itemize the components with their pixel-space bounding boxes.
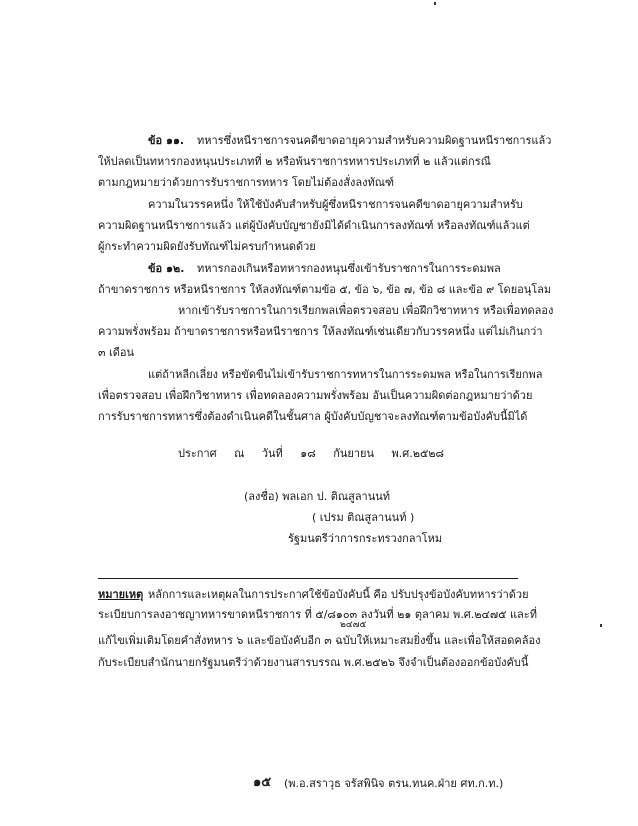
signature-signed: (ลงชื่อ) พลเอก ป. ติณสูลานนท์ — [244, 490, 391, 503]
section-12-para2-line-1: หากเข้ารับราชการในการเรียกพลเพื่อตรวจสอบ เพื่อฝึกวิชาทหาร หรือเพื่อทดลอง — [178, 304, 554, 317]
section-11-label: ข้อ ๑๑. — [148, 134, 185, 147]
signature-name: ( เปรม ติณสูลานนท์ ) — [312, 511, 415, 524]
section-12-para2-line-3: ๓ เดือน — [98, 346, 135, 359]
footer-page-number: ๑๕ — [253, 775, 272, 790]
divider-line — [98, 578, 518, 579]
scan-speck — [600, 624, 602, 627]
section-12-para3-line-2: เพื่อตรวจสอบ เพื่อฝึกวิชาทหาร เพื่อทดลองความพรั่งพร้อม อันเป็นความผิดต่อกฎหมายว่าด้วย — [98, 389, 533, 402]
note-line-3: แก้ไขเพิ่มเติมโดยคำสั่งทหาร ๖ และข้อบังคับอีก ๓ ฉบับให้เหมาะสมยิ่งขึ้น และเพื่อให้สอดคล้อง — [98, 634, 541, 647]
section-12-line-1: ทหารกองเกินหรือทหารกองหนุนซึ่งเข้ารับราชการในการระดมพล — [197, 262, 501, 275]
section-11-para2-line-3: ผู้กระทำความผิดยังรับทัณฑ์ไม่ครบกำหนดด้วย — [98, 240, 316, 253]
scan-speck — [434, 2, 436, 5]
section-12-para3-line-1: แต่ถ้าหลีกเลี่ยง หรือขัดขืนไม่เข้ารับราชการทหารในการระดมพล หรือในการเรียกพล — [148, 368, 543, 381]
signature-position: รัฐมนตรีว่าการกระทรวงกลาโหม — [288, 532, 443, 545]
section-11-para2-line-2: ความผิดฐานหนีราชการแล้ว แต่ผู้บังคับบัญชายังมิได้ดำเนินการลงทัณฑ์ หรือลงทัณฑ์แล้วแต่ — [98, 219, 530, 232]
section-11-line-3: ตามกฎหมายว่าด้วยการรับราชการทหาร โดยไม่ต้องสั่งลงทัณฑ์ — [98, 176, 395, 189]
announcement-line: ประกาศ ณ วันที่ ๑๘ กันยายน พ.ศ.๒๕๒๘ — [178, 447, 445, 460]
section-12-para3-line-3: การรับราชการทหารซึ่งต้องดำเนินคดีในชั้นศาล ผู้บังคับบัญชาจะลงทัณฑ์ตามข้อบังคับนี้มิได้ — [98, 410, 528, 423]
section-11-line-1: ทหารซึ่งหนีราชการจนคดีขาดอายุความสำหรับความผิดฐานหนีราชการแล้ว — [197, 134, 552, 147]
section-11-line-2: ให้ปลดเป็นทหารกองหนุนประเภทที่ ๒ หรือพ้นราชการทหารประเภทที่ ๒ แล้วแต่กรณี — [98, 155, 491, 168]
note-line-2: ระเบียบการลงอาชญาทหารขาดหนีราชการ ที่ ๕/๘๑๐๓ ลงวันที่ ๒๑ ตุลาคม พ.ศ.๒๔๗๕ และที่ — [98, 608, 537, 621]
note-line-1: หลักการและเหตุผลในการประกาศใช้ข้อบังคับนี้ คือ ปรับปรุงข้อบังคับทหารว่าด้วย — [148, 588, 529, 601]
section-12-line-2: ถ้าขาดราชการ หรือหนีราชการ ให้ลงทัณฑ์ตามข้อ ๕, ข้อ ๖, ข้อ ๗, ข้อ ๘ และข้อ ๙ โดยอนุโลม — [98, 283, 552, 296]
footer-credit: (พ.อ.สราวุธ จรัสพินิจ ตรน.ทนค.ฝ่าย ศท.ก.ท.) — [284, 777, 504, 790]
section-12-para2-line-2: ความพรั่งพร้อม ถ้าขาดราชการหรือหนีราชการ ให้ลงทัณฑ์เช่นเดียวกับวรรคหนึ่ง แต่ไม่เกินกว่า — [98, 325, 543, 338]
section-12-label: ข้อ ๑๒. — [148, 262, 185, 275]
section-11-para2-line-1: ความในวรรคหนึ่ง ให้ใช้บังคับสำหรับผู้ซึ่งหนีราชการจนคดีขาดอายุความสำหรับ — [148, 198, 523, 211]
note-line-4: กับระเบียบสำนักนายกรัฐมนตรีว่าด้วยงานสารบรรณ พ.ศ.๒๕๒๖ จึงจำเป็นต้องออกข้อบังคับนี้ — [98, 656, 529, 669]
note-line-2-subscript: ๒๔๗๕ — [340, 620, 367, 630]
note-label: หมายเหตุ — [98, 588, 144, 601]
